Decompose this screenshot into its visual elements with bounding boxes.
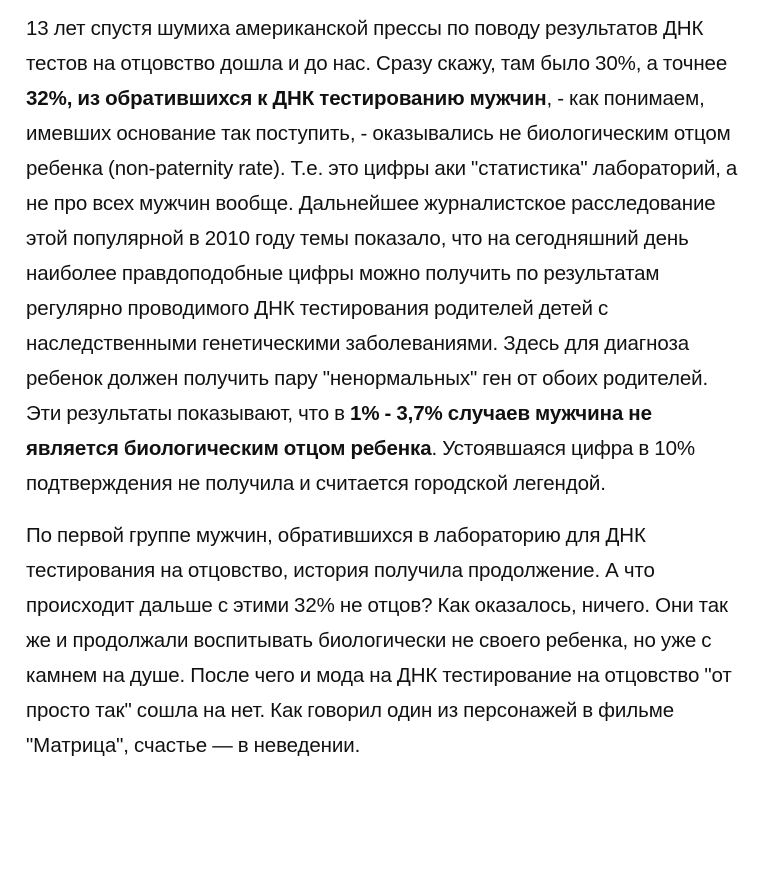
paragraph-1-bold-2: 1% - 3,7% случаев мужчина не является биологическим отцом ребенка — [26, 402, 652, 460]
paragraph-2: По первой группе мужчин, обратившихся в лабораторию для ДНК тестирования на отцовство, история получила продолжение. А что происходит дальше с этими 32% не отцов? Как оказалось, ничего. Они так же и продолжали воспитывать биологически не своего ребенка, но уже с камнем на душе. После чего и мода на ДНК тестирование на отцовство "от просто так" сошла на нет. Как говорил один из персонажей в фильме "Матрица", счастье — в неведении. — [26, 524, 732, 757]
paragraph-1-text-1: 13 лет спустя шумиха американской прессы по поводу результатов ДНК тестов на отцовство дошла и до нас. Сразу скажу, там было 30%, а точнее — [26, 17, 728, 75]
paragraph-1 — [26, 11, 738, 501]
paragraph-1-text-3: . Устоявшаяся цифра в 10% подтверждения не получила и считается городской легендой. — [26, 437, 696, 495]
paragraph-1-text-2: , - как понимаем, имевших основание так поступить, - оказывались не биологическим отцом ребенка (non-paternity rate). Т.е. это цифры аки "статистика" лабораторий, а не про всех мужчин вообще. Дальнейшее журналистское расследование этой популярной в 2010 году темы показало, что на сегодняшний день наиболее правдоподобные цифры можно получить по результатам регулярно проводимого ДНК тестирования родителей детей с наследственными генетическими заболеваниями. Здесь для диагноза ребенок должен получить пару "ненормальных" ген от обоих родителей. Эти результаты показывают, что в — [26, 87, 738, 425]
paragraph-1-bold-1: 32%, из обратившихся к ДНК тестированию мужчин — [26, 87, 547, 110]
